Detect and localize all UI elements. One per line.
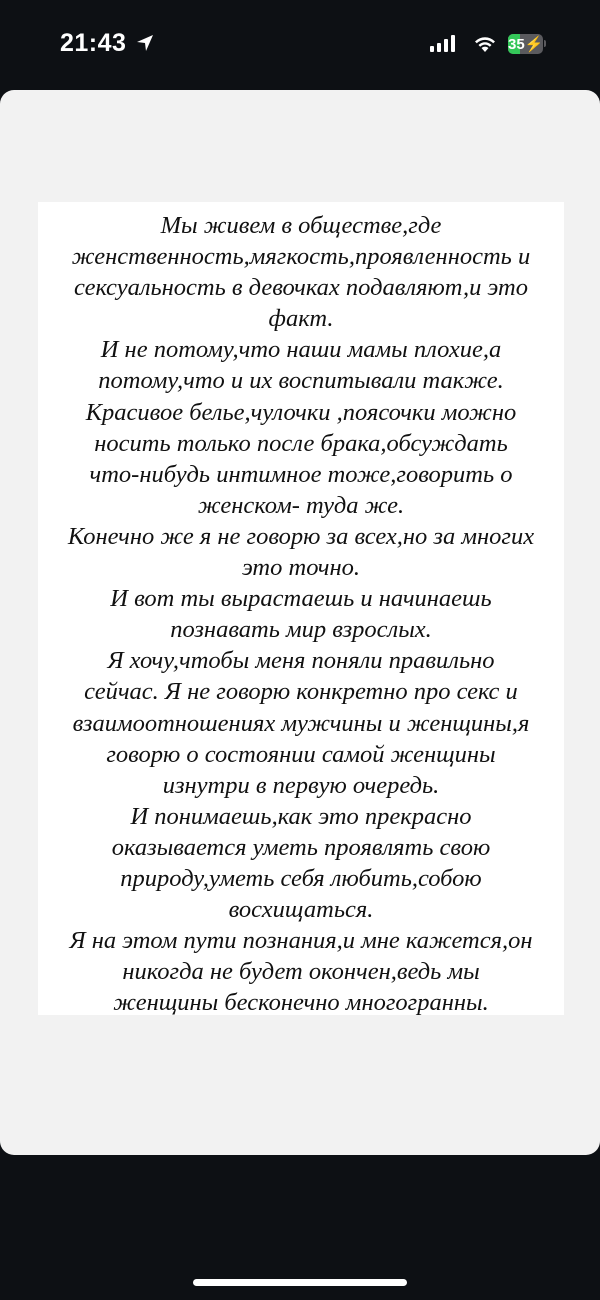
text-line: это точно. bbox=[241, 554, 361, 582]
text-line: оказывается уметь проявлять свою bbox=[111, 833, 491, 861]
text-line: сексуальность в девочках подавляют,и это bbox=[74, 274, 528, 302]
signal-icon bbox=[430, 35, 455, 52]
text-line: Я хочу,чтобы меня поняли правильно bbox=[107, 647, 495, 675]
battery-nub bbox=[544, 40, 546, 47]
text-line: взаимоотношениях мужчины и женщины,я bbox=[72, 709, 530, 737]
location-arrow-icon bbox=[136, 34, 154, 52]
home-indicator[interactable] bbox=[193, 1279, 407, 1286]
text-line: Мы живем в обществе,где bbox=[160, 212, 442, 239]
wifi-icon bbox=[473, 33, 497, 53]
text-line: И не потому,что наши мамы плохие,а bbox=[100, 336, 502, 364]
text-line: изнутри в первую очередь. bbox=[162, 771, 440, 799]
text-line: познавать мир взрослых. bbox=[170, 616, 432, 644]
text-line: потому,что и их воспитывали также. bbox=[98, 367, 504, 395]
status-time: 21:43 bbox=[60, 29, 127, 57]
status-bar bbox=[0, 0, 600, 90]
text-line: что-нибудь интимное тоже,говорить о bbox=[89, 460, 513, 488]
post-text bbox=[38, 210, 564, 1018]
text-line: женском- туда же. bbox=[197, 491, 405, 519]
battery-charging-icon: 35⚡ bbox=[508, 36, 543, 53]
text-line: носить только после брака,обсуждать bbox=[94, 429, 508, 457]
text-line: никогда не будет окончен,ведь мы bbox=[122, 958, 480, 986]
text-line: Конечно же я не говорю за всех,но за многих bbox=[67, 522, 535, 550]
text-line: Я на этом пути познания,и мне кажется,он bbox=[69, 927, 533, 955]
post-text-image bbox=[38, 202, 564, 1015]
text-line: Красивое белье,чулочки ,поясочки можно bbox=[85, 398, 517, 426]
text-line: говорю о состоянии самой женщины bbox=[106, 740, 496, 768]
text-line: И понимаешь,как это прекрасно bbox=[130, 802, 472, 830]
text-line: сейчас. Я не говорю конкретно про секс и bbox=[84, 678, 518, 706]
text-line: И вот ты вырастаешь и начинаешь bbox=[110, 585, 492, 613]
text-line: женщины бесконечно многогранны. bbox=[113, 989, 489, 1017]
battery-percent: 35 bbox=[508, 36, 525, 53]
text-line: восхищаться. bbox=[228, 896, 374, 924]
text-line: факт. bbox=[268, 305, 334, 333]
text-line: женственность,мягкость,проявленность и bbox=[71, 243, 531, 271]
text-line: природу,уметь себя любить,собою bbox=[120, 864, 482, 892]
